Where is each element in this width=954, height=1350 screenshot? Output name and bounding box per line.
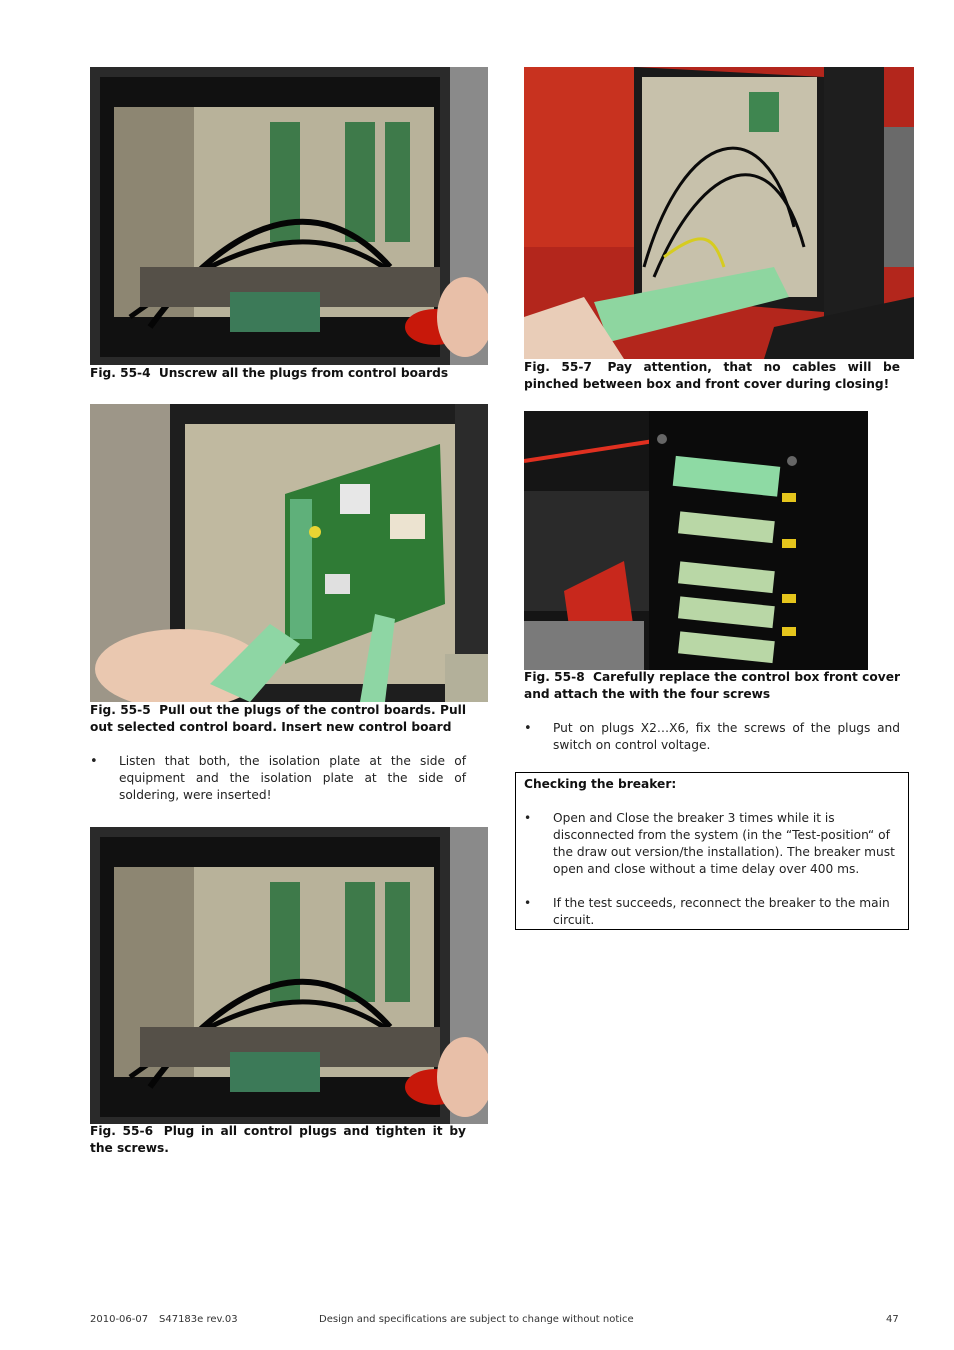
figure-number: Fig. 55-4	[90, 366, 151, 380]
caption-text: Carefully replace the control box front cover and attach the with the four screws	[524, 670, 900, 701]
checking-breaker-box	[515, 772, 909, 930]
photo-fig-55-4	[90, 67, 488, 365]
bullet-icon: •	[90, 754, 98, 769]
photo-fig-55-8	[524, 411, 868, 670]
caption-fig-55-5	[90, 702, 466, 736]
footer-date: 2010-06-07	[90, 1314, 149, 1325]
list-item	[524, 720, 900, 754]
photo-fig-55-6	[90, 827, 488, 1124]
caption-text: Pull out the plugs of the control boards. Pull out selected control board. Insert new control board	[90, 703, 466, 734]
caption-text: Unscrew all the plugs from control boards	[158, 366, 449, 380]
right-bullet-list	[524, 720, 900, 754]
left-bullet-list	[90, 753, 466, 804]
caption-text: Plug in all control plugs and tighten it by the screws.	[90, 1124, 466, 1155]
list-item	[524, 810, 900, 878]
caption-fig-55-7	[524, 359, 900, 393]
bullet-icon: •	[524, 896, 532, 910]
footer-doc-id: S47183e rev.03	[159, 1314, 238, 1325]
list-item-text: Open and Close the breaker 3 times while it is disconnected from the system (in the “Test-position“ of the draw out version/the installation). The breaker must open and close without a time delay over 400 ms.	[553, 811, 895, 876]
list-item-text: Put on plugs X2…X6, fix the screws of the plugs and switch on control voltage.	[553, 721, 900, 752]
bullet-icon: •	[524, 811, 532, 825]
footer-notice: Design and specifications are subject to change without notice	[319, 1314, 634, 1325]
photo-fig-55-7	[524, 67, 914, 359]
footer-page-number: 47	[886, 1314, 899, 1325]
caption-fig-55-8	[524, 669, 900, 703]
figure-number: Fig. 55-7	[524, 360, 592, 374]
figure-number: Fig. 55-5	[90, 703, 151, 717]
figure-number: Fig. 55-6	[90, 1124, 154, 1138]
caption-fig-55-6	[90, 1123, 466, 1157]
list-item-text: Listen that both, the isolation plate at the side of equipment and the isolation plate at the side of soldering, were inserted!	[119, 754, 466, 802]
caption-fig-55-4	[90, 365, 466, 382]
figure-number: Fig. 55-8	[524, 670, 585, 684]
list-item-text: If the test succeeds, reconnect the breaker to the main circuit.	[553, 896, 890, 927]
bullet-icon: •	[524, 721, 532, 736]
caption-text: Pay attention, that no cables will be pinched between box and front cover during closing!	[524, 360, 900, 391]
list-item	[524, 895, 900, 929]
photo-fig-55-5	[90, 404, 488, 702]
list-item	[90, 753, 466, 804]
box-title: Checking the breaker:	[524, 777, 677, 791]
